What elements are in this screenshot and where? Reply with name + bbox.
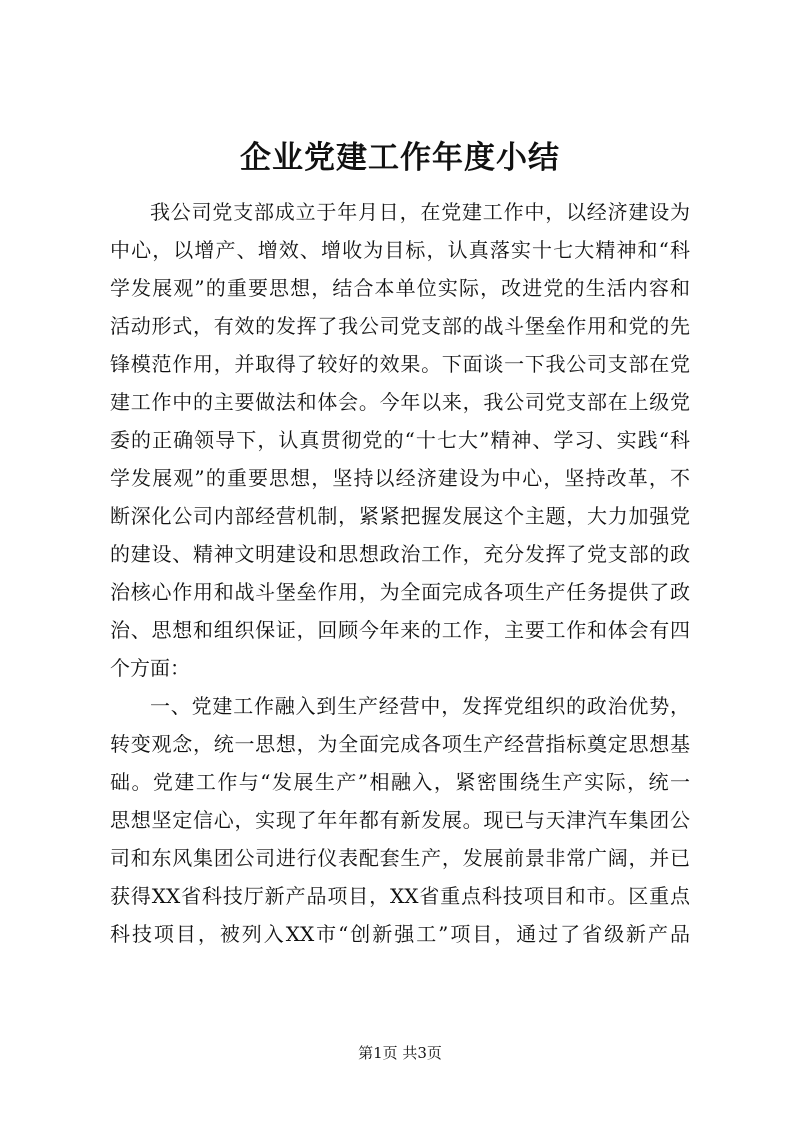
document-title: 企业党建工作年度小结 xyxy=(240,140,560,176)
paragraph-2-line: 一、党建工作融入到生产经营中，发挥党组织的政治优势， xyxy=(150,694,690,718)
paragraph-2-line: 司和东风集团公司进行仪表配套生产，发展前景非常广阔，并已 xyxy=(110,846,690,870)
paragraph-1-line: 治、思想和组织保证，回顾今年来的工作，主要工作和体会有四 xyxy=(110,618,690,642)
paragraph-1-line: 学发展观”的重要思想，结合本单位实际，改进党的生活内容和 xyxy=(110,276,690,300)
paragraph-2-line: 思想坚定信心，实现了年年都有新发展。现已与天津汽车集团公 xyxy=(110,808,690,832)
paragraph-1-line: 活动形式，有效的发挥了我公司党支部的战斗堡垒作用和党的先 xyxy=(110,314,690,338)
paragraph-1-line: 学发展观”的重要思想，坚持以经济建设为中心，坚持改革，不 xyxy=(110,466,690,490)
page-number-footer: 第1页 共3页 xyxy=(358,1044,442,1062)
document-body xyxy=(110,193,690,953)
paragraph-1-line: 锋模范作用，并取得了较好的效果。下面谈一下我公司支部在党 xyxy=(110,352,690,376)
paragraph-1-line: 委的正确领导下，认真贯彻党的“十七大”精神、学习、实践“科 xyxy=(110,428,690,452)
paragraph-2-line: 转变观念，统一思想，为全面完成各项生产经营指标奠定思想基 xyxy=(110,732,690,756)
paragraph-1-line: 断深化公司内部经营机制，紧紧把握发展这个主题，大力加强党 xyxy=(110,504,690,528)
paragraph-2-line: 科技项目，被列入XX市“创新强工”项目，通过了省级新产品 xyxy=(110,922,690,946)
paragraph-2-line: 获得XX省科技厅新产品项目，XX省重点科技项目和市。区重点 xyxy=(110,884,690,908)
paragraph-1-line: 治核心作用和战斗堡垒作用，为全面完成各项生产任务提供了政 xyxy=(110,580,690,604)
paragraph-1-line: 的建设、精神文明建设和思想政治工作，充分发挥了党支部的政 xyxy=(110,542,690,566)
paragraph-1-line: 建工作中的主要做法和体会。今年以来，我公司党支部在上级党 xyxy=(110,390,690,414)
paragraph-1-line: 个方面： xyxy=(110,656,190,680)
paragraph-1-line: 中心，以增产、增效、增收为目标，认真落实十七大精神和“科 xyxy=(110,238,690,262)
paragraph-1-line: 我公司党支部成立于年月日，在党建工作中，以经济建设为 xyxy=(150,200,690,224)
paragraph-2-line: 础。党建工作与“发展生产”相融入，紧密围绕生产实际，统一 xyxy=(110,770,690,794)
